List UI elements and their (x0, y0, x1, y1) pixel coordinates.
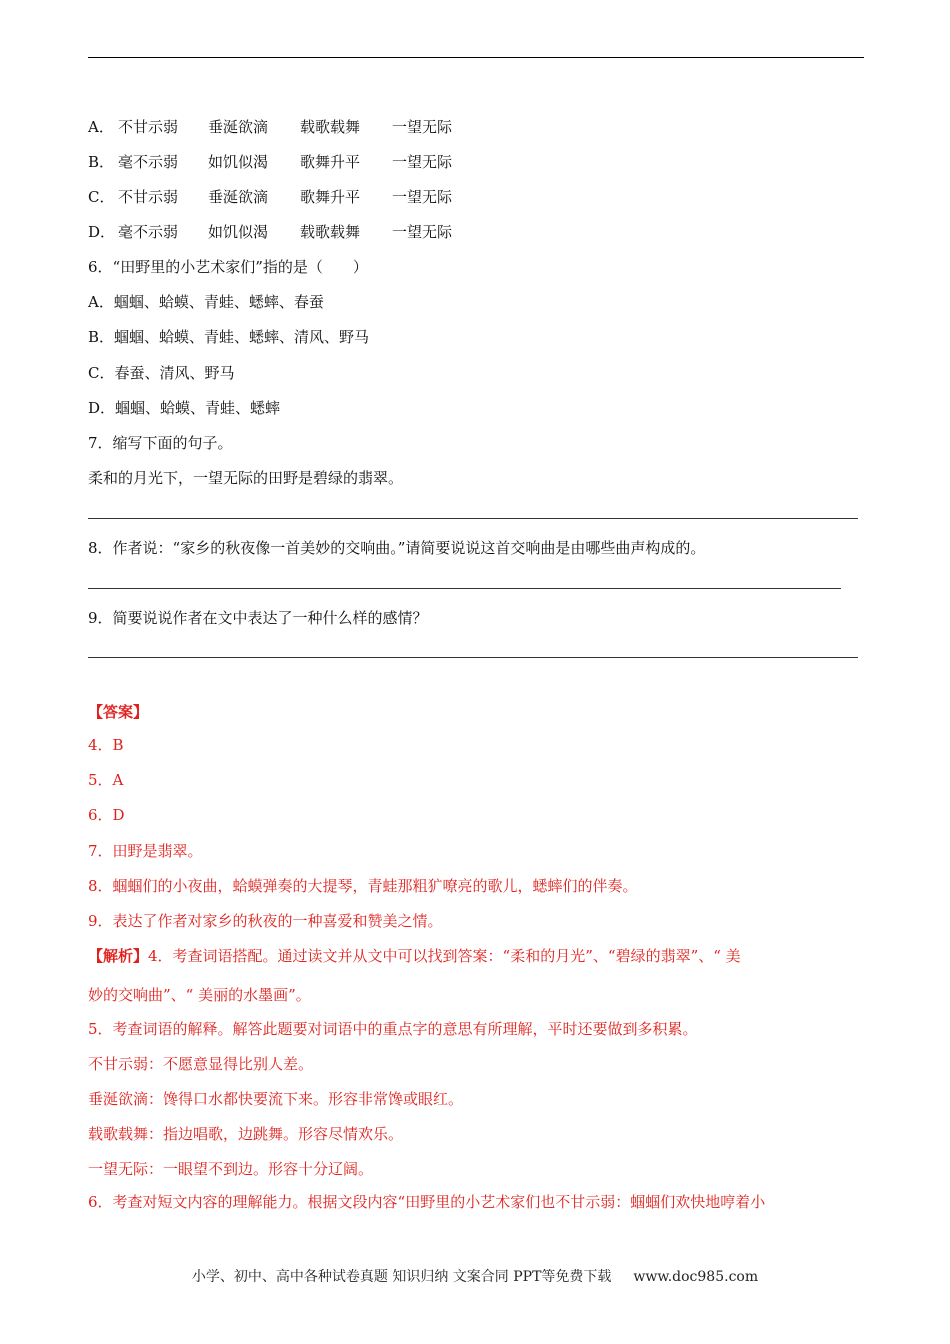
definition-1: 不甘示弱：不愿意显得比别人差。 (88, 1055, 314, 1073)
option-word: 载歌载舞 (300, 223, 361, 241)
definition-2: 垂涎欲滴：馋得口水都快要流下来。形容非常馋或眼红。 (88, 1090, 464, 1108)
option-word: 不甘示弱 (118, 118, 179, 136)
option-word: 载歌载舞 (300, 118, 361, 136)
q6-option-c: C．春蚕、清风、野马 (88, 364, 235, 382)
q5-option-d (88, 222, 453, 242)
option-letter: D． (88, 223, 116, 241)
option-letter: C． (88, 188, 115, 206)
answers-heading: 【答案】 (88, 703, 149, 721)
option-letter: B． (88, 153, 115, 171)
analysis-p4-line1 (88, 946, 741, 966)
answer-4: 4．B (88, 736, 124, 754)
q6-option-b: B．蝈蝈、蛤蟆、青蛙、蟋蟀、清风、野马 (88, 328, 370, 346)
analysis-p5: 5．考查词语的解释。解答此题要对词语中的重点字的意思有所理解，平时还要做到多积累。 (88, 1020, 698, 1038)
answer-8: 8．蝈蝈们的小夜曲，蛤蟆弹奏的大提琴，青蛙那粗犷嘹亮的歌儿，蟋蟀们的伴奏。 (88, 877, 638, 895)
option-word: 一望无际 (392, 118, 453, 136)
q6-option-a: A．蝈蝈、蛤蟆、青蛙、蟋蟀、春蚕 (88, 293, 324, 311)
answer-6: 6．D (88, 806, 125, 824)
q6-stem: 6．“田野里的小艺术家们”指的是（ ） (88, 258, 368, 276)
analysis-p4-line2: 妙的交响曲”、“ 美丽的水墨画”。 (88, 986, 311, 1004)
q7-sentence: 柔和的月光下，一望无际的田野是碧绿的翡翠。 (88, 469, 404, 487)
definition-4: 一望无际：一眼望不到边。形容十分辽阔。 (88, 1160, 374, 1178)
option-word: 一望无际 (392, 153, 453, 171)
analysis-heading: 【解析】 (88, 947, 149, 965)
option-word: 一望无际 (392, 188, 453, 206)
header-rule (88, 57, 864, 58)
option-word: 毫不示弱 (118, 223, 179, 241)
q7-answer-line[interactable] (88, 518, 858, 519)
footer-text: 小学、初中、高中各种试卷真题 知识归纳 文案合同 PPT等免费下载 (191, 1269, 612, 1285)
option-word: 一望无际 (392, 223, 453, 241)
option-letter: A． (88, 118, 114, 136)
analysis-p4-text: 4．考查词语搭配。通过读文并从文中可以找到答案：“柔和的月光”、“碧绿的翡翠”、“ 美 (148, 947, 741, 965)
option-word: 垂涎欲滴 (208, 118, 269, 136)
option-word: 垂涎欲滴 (208, 188, 269, 206)
option-word: 如饥似渴 (208, 223, 269, 241)
definition-3: 载歌载舞：指边唱歌，边跳舞。形容尽情欢乐。 (88, 1125, 404, 1143)
answer-9: 9．表达了作者对家乡的秋夜的一种喜爱和赞美之情。 (88, 912, 443, 930)
q5-option-b (88, 152, 453, 172)
answer-5: 5．A (88, 771, 124, 789)
q5-option-a (88, 117, 453, 137)
answer-7: 7．田野是翡翠。 (88, 842, 203, 860)
q6-option-d: D．蝈蝈、蛤蟆、青蛙、蟋蟀 (88, 399, 281, 417)
q5-option-c (88, 187, 453, 207)
footer-site-link[interactable]: www.doc985.com (633, 1269, 759, 1285)
page-footer (0, 1266, 950, 1286)
option-word: 如饥似渴 (208, 153, 269, 171)
analysis-p6: 6．考查对短文内容的理解能力。根据文段内容“田野里的小艺术家们也不甘示弱：蝈蝈们欢快地哼着小 (88, 1193, 766, 1211)
option-word: 毫不示弱 (118, 153, 179, 171)
q7-stem: 7．缩写下面的句子。 (88, 434, 233, 452)
q9-stem: 9．简要说说作者在文中表达了一种什么样的感情？ (88, 609, 428, 627)
q8-stem: 8．作者说：“家乡的秋夜像一首美妙的交响曲。”请简要说说这首交响曲是由哪些曲声构成的。 (88, 539, 706, 557)
option-word: 歌舞升平 (300, 188, 361, 206)
option-word: 不甘示弱 (118, 188, 179, 206)
q8-answer-line[interactable] (88, 588, 841, 589)
q9-answer-line[interactable] (88, 657, 858, 658)
option-word: 歌舞升平 (300, 153, 361, 171)
